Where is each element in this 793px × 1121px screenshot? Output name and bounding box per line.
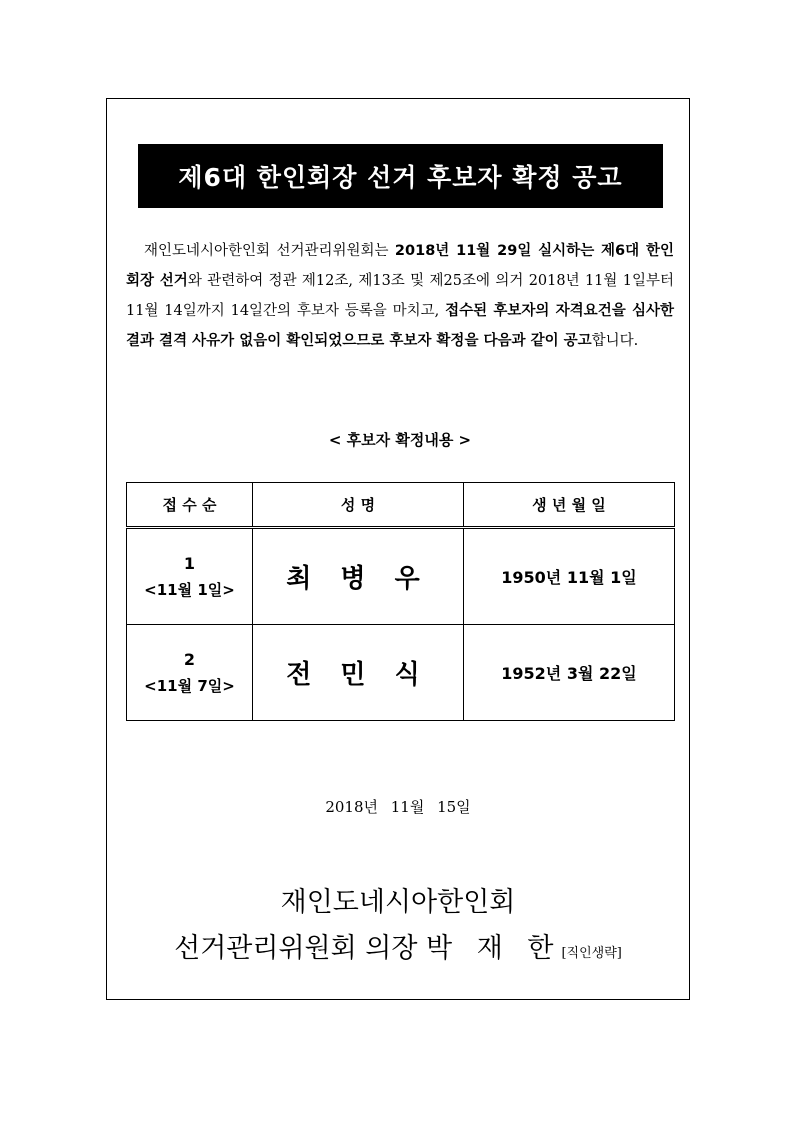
chair-name: 박 재 한 — [426, 933, 562, 964]
candidate-name: 전 민 식 — [286, 660, 430, 691]
table-header-row — [127, 483, 675, 528]
name-cell — [253, 528, 464, 625]
seal-note: [직인생략] — [561, 946, 622, 961]
body-bold-1: 2018년 11월 29일 실시하는 제6대 한인회장 선거 — [126, 243, 674, 289]
order-number: 2 — [183, 649, 196, 669]
order-number: 1 — [183, 553, 196, 573]
body-bold-2: 접수된 후보자의 자격요건을 심사한 결과 결격 사유가 없음이 확인되었으므로 후보자 확정을 다음과 같이 공고 — [126, 303, 674, 349]
order-cell — [127, 528, 253, 625]
candidate-section-heading: < 후보자 확정내용 > — [328, 431, 472, 449]
body-text-2: 와 관련하여 정관 제12조, 제13조 및 제25조에 의거 2018년 11월 1일부터 11월 14일까지 14일간의 후보자 등록을 마치고, — [126, 273, 674, 319]
table-row — [127, 625, 675, 721]
header-name: 성 명 — [253, 483, 464, 528]
candidate-birthdate: 1952년 3월 22일 — [501, 664, 637, 684]
candidate-table — [126, 482, 675, 721]
name-cell — [253, 625, 464, 721]
body-text-1: 재인도네시아한인회 선거관리위원회는 — [144, 243, 395, 259]
candidate-name: 최 병 우 — [286, 564, 430, 595]
table-row — [127, 528, 675, 625]
candidate-birthdate: 1950년 11월 1일 — [501, 568, 637, 588]
order-date: <11월 7일> — [144, 676, 235, 695]
announcement-date: 2018년 11월 15일 — [325, 798, 471, 816]
body-paragraph — [126, 236, 674, 356]
birth-cell — [464, 625, 675, 721]
birth-cell — [464, 528, 675, 625]
signature-line — [106, 926, 690, 965]
order-date: <11월 1일> — [144, 580, 235, 599]
order-cell — [127, 625, 253, 721]
header-birthdate: 생 년 월 일 — [464, 483, 675, 528]
announcement-title: 제6대 한인회장 선거 후보자 확정 공고 — [138, 144, 663, 208]
header-order: 접 수 순 — [127, 483, 253, 528]
announcement-body — [126, 236, 674, 356]
body-text-3: 합니다. — [591, 333, 639, 349]
chair-title: 선거관리위원회 의장 — [174, 933, 418, 964]
organization-name: 재인도네시아한인회 — [280, 887, 516, 918]
